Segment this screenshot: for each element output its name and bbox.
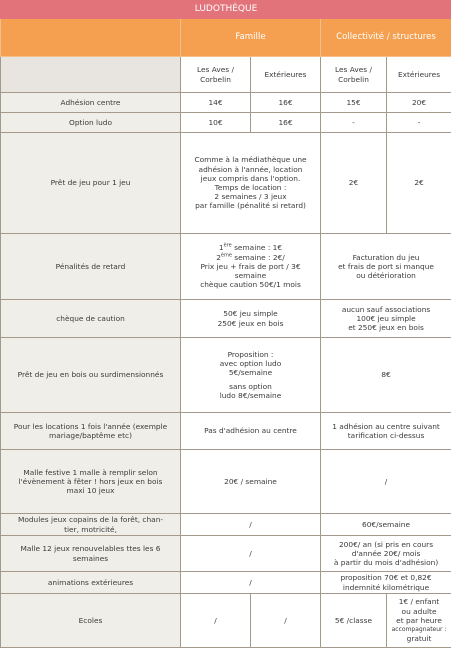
table-row-malle-festive (1, 450, 451, 514)
cell: / (251, 594, 321, 648)
row-label: Prêt de jeu pour 1 jeu (1, 133, 181, 234)
cell: / (321, 450, 451, 514)
row-label: Adhésion centre (1, 93, 181, 113)
table-row-animations (1, 572, 451, 594)
cell: / (181, 572, 321, 594)
subheader-ext-collect: Extérieures (387, 57, 451, 93)
subheader-row (1, 57, 451, 93)
row-label: animations extérieures (1, 572, 181, 594)
cell: 20€ / semaine (181, 450, 321, 514)
cell: 2€ (387, 133, 451, 234)
cell: 14€ (181, 93, 251, 113)
row-label: Modules jeux copains de la forêt, chan- tier, motricité, (1, 514, 181, 536)
table-row-adhesion (1, 93, 451, 113)
cell: 5€ /classe (321, 594, 387, 648)
cell: - (387, 113, 451, 133)
cell-penalites-famille: 1ère semaine : 1€ 2ème semaine : 2€/ Prix jeu + frais de port / 3€ semaine chèque caution 50€/1 mois (181, 234, 321, 300)
subheader-blank (1, 57, 181, 93)
cell-locations-collect: 1 adhésion au centre suivant tarification ci-dessus (321, 413, 451, 450)
cell-bois-famille: Proposition : avec option ludo 5€/semaine sans option ludo 8€/semaine (181, 338, 321, 413)
header-collectivite: Collectivité / structures (321, 19, 451, 57)
table-row-modules (1, 514, 451, 536)
header-blank (1, 19, 181, 57)
cell: 16€ (251, 113, 321, 133)
penalite-week2: 2ème semaine : 2€/ (216, 252, 285, 262)
cell: - (321, 113, 387, 133)
table-row-locations (1, 413, 451, 450)
table-row-bois (1, 338, 451, 413)
table-row-ecoles (1, 594, 451, 648)
cell: 16€ (251, 93, 321, 113)
cell: / (181, 594, 251, 648)
cell: 60€/semaine (321, 514, 451, 536)
table-row-caution (1, 300, 451, 338)
cell: 20€ (387, 93, 451, 113)
table-row-malle12 (1, 536, 451, 572)
cell: / (181, 536, 321, 572)
table-row-pret (1, 133, 451, 234)
cell: 8€ (321, 338, 451, 413)
subheader-aves-famille: Les Aves / Corbelin (181, 57, 251, 93)
subheader-ext-famille: Extérieures (251, 57, 321, 93)
row-label: Ecoles (1, 594, 181, 648)
cell-penalites-collect: Facturation du jeu et frais de port si manque ou détérioration (321, 234, 451, 300)
table-row-option (1, 113, 451, 133)
row-label: Pénalités de retard (1, 234, 181, 300)
cell: Pas d'adhésion au centre (181, 413, 321, 450)
row-label: chèque de caution (1, 300, 181, 338)
penalite-week1: 1ère semaine : 1€ (218, 243, 283, 253)
row-label: Malle festive 1 malle à remplir selon l'évènement à fêter ! hors jeux en bois maxi 10 jeux (1, 450, 181, 514)
header-famille: Famille (181, 19, 321, 57)
row-label: Prêt de jeu en bois ou surdimensionnés (1, 338, 181, 413)
cell: 10€ (181, 113, 251, 133)
cell: / (181, 514, 321, 536)
cell-ecoles-ext: 1€ / enfant ou adulte et par heure accompagnateur : gratuit (387, 594, 451, 648)
cell: 15€ (321, 93, 387, 113)
row-label: Pour les locations 1 fois l'année (exemple mariage/baptême etc) (1, 413, 181, 450)
cell-animations-collect: proposition 70€ et 0,82€ indemnité kilométrique (321, 572, 451, 594)
subheader-aves-collect: Les Aves / Corbelin (321, 57, 387, 93)
row-label: Malle 12 jeux renouvelables ttes les 6 semaines (1, 536, 181, 572)
cell-malle12-collect: 200€/ an (si pris en cours d'année 20€/ mois à partir du mois d'adhésion) (321, 536, 451, 572)
title-row (1, 1, 451, 19)
table-row-penalites (1, 234, 451, 300)
row-label: Option ludo (1, 113, 181, 133)
cell-caution-collect: aucun sauf associations 100€ jeu simple et 250€ jeux en bois (321, 300, 451, 338)
cell: 2€ (321, 133, 387, 234)
table-title: LUDOTHÈQUE (1, 1, 451, 19)
group-header-row (1, 19, 451, 57)
cell-pret-famille: Comme à la médiathèque une adhésion à l'année, location jeux compris dans l'option. Temps de location : 2 semaines / 3 jeux par famille (pénalité si retard) (181, 133, 321, 234)
cell-caution-famille: 50€ jeu simple 250€ jeux en bois (181, 300, 321, 338)
